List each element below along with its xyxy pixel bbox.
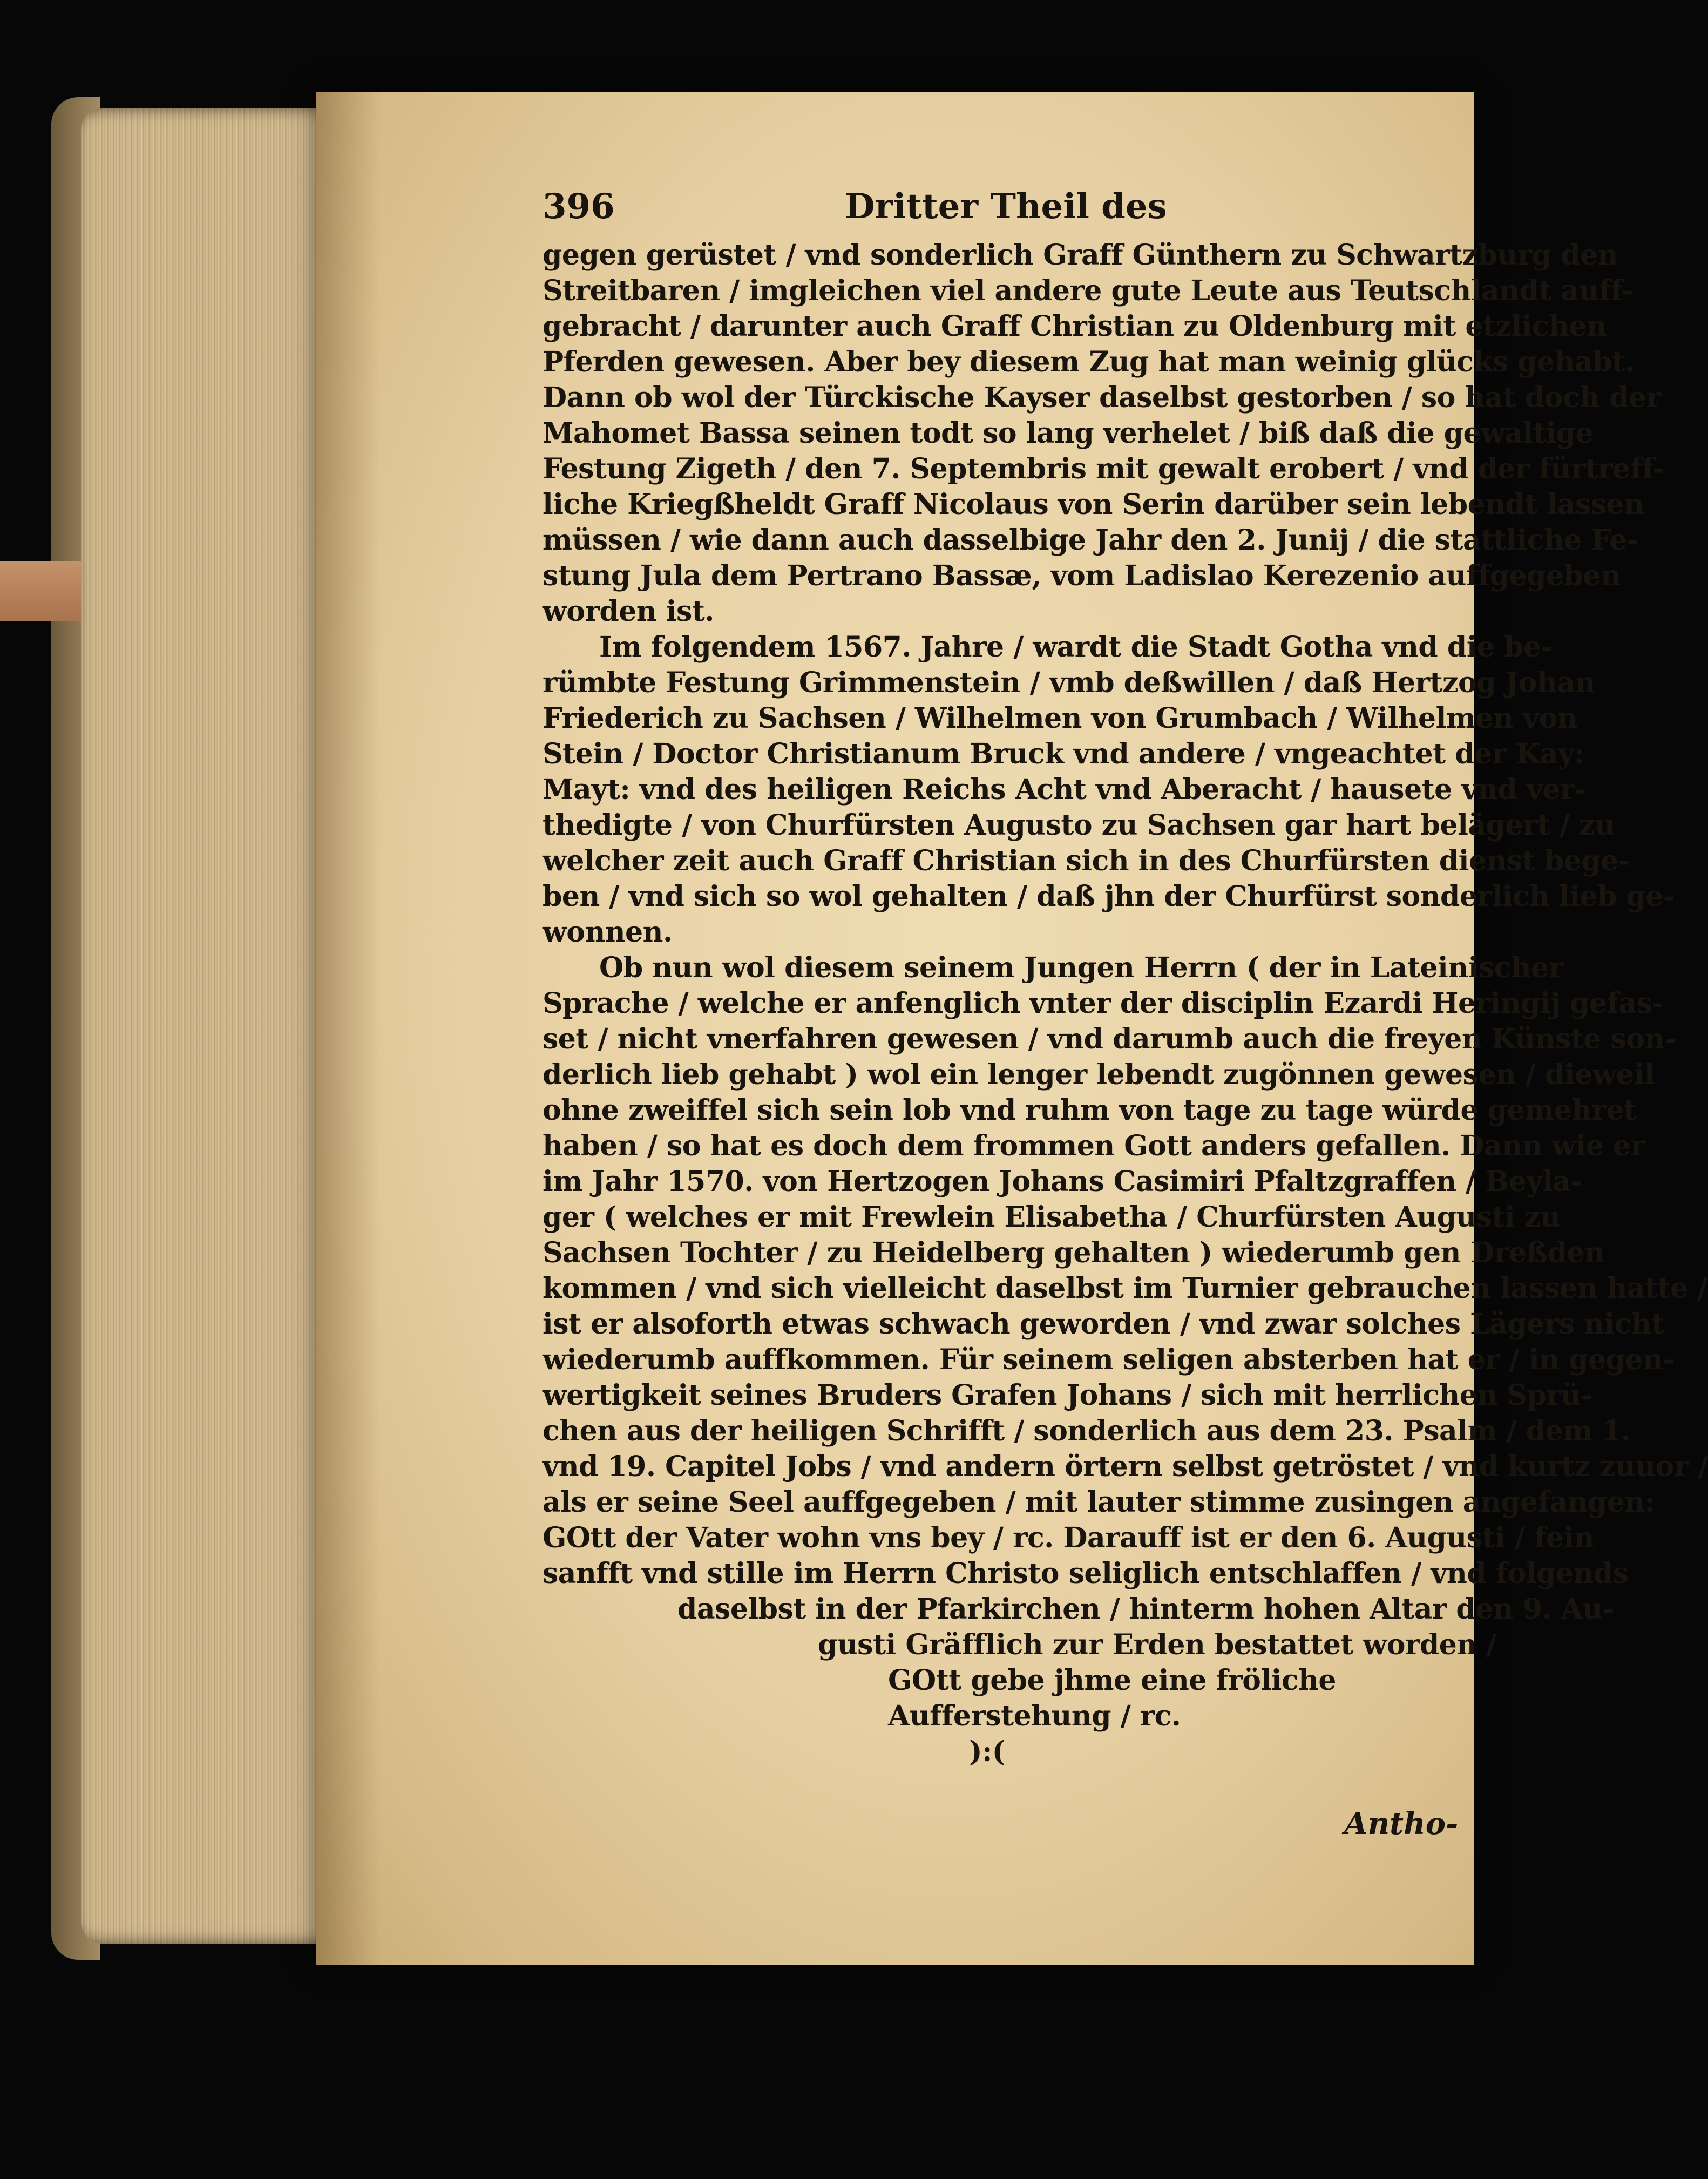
text-line: gebracht / darunter auch Graff Christian zu Oldenburg mit etzlichen [543, 310, 1607, 343]
text-line: im Jahr 1570. von Hertzogen Johans Casimiri Pfaltzgraffen / Beyla- [543, 1165, 1582, 1198]
text-line: kommen / vnd sich vielleicht daselbst im Turnier gebrauchen lassen hatte / [543, 1272, 1707, 1305]
text-line: wertigkeit seines Bruders Grafen Johans / sich mit herrlichen Sprü- [543, 1379, 1592, 1412]
text-line: Dann ob wol der Türckische Kayser daselbst gestorben / so hat doch der [543, 381, 1661, 414]
text-line: Mayt: vnd des heiligen Reichs Acht vnd Aberacht / hausete vnd ver- [543, 773, 1587, 806]
text-line: liche Kriegßheldt Graff Nicolaus von Serin darüber sein lebendt lassen [543, 488, 1644, 521]
text-line: als er seine Seel auffgegeben / mit lauter stimme zusingen angefangen: [543, 1486, 1655, 1519]
page-header [543, 186, 1455, 238]
text-line: thedigte / von Churfürsten Augusto zu Sachsen gar hart belägert / zu [543, 809, 1615, 842]
text-line: chen aus der heiligen Schrifft / sonderlich aus dem 23. Psalm / dem 1. [543, 1415, 1631, 1447]
bookmark-ribbon [0, 561, 81, 621]
text-line: sanfft vnd stille im Herrn Christo seliglich entschlaffen / vnd folgends [543, 1557, 1629, 1590]
text-line: Im folgendem 1567. Jahre / wardt die Stadt Gotha vnd die be- [599, 631, 1553, 664]
text-line: GOtt der Vater wohn vns bey / rc. Darauff ist er den 6. Augusti / fein [543, 1521, 1594, 1554]
running-head: Dritter Theil des [845, 186, 1167, 227]
text-line: ohne zweiffel sich sein lob vnd ruhm von tage zu tage würde gemehret [543, 1094, 1637, 1127]
text-line: Aufferstehung / rc. [888, 1700, 1181, 1733]
text-line: vnd 19. Capitel Jobs / vnd andern örtern selbst getröstet / vnd kurtz zuuor / [543, 1450, 1708, 1483]
text-line: ben / vnd sich so wol gehalten / daß jhn der Churfürst sonderlich lieb ge- [543, 880, 1675, 913]
text-line: worden ist. [543, 595, 714, 628]
text-line: haben / so hat es doch dem frommen Gott anders gefallen. Dann wie er [543, 1129, 1645, 1162]
text-line: set / nicht vnerfahren gewesen / vnd darumb auch die freyen Künste son- [543, 1023, 1676, 1055]
text-line: welcher zeit auch Graff Christian sich in des Churfürsten dienst bege- [543, 844, 1630, 877]
gutter-shadow [316, 92, 381, 1965]
text-line: Festung Zigeth / den 7. Septembris mit gewalt erobert / vnd der fürtreff- [543, 452, 1664, 485]
text-line: Streitbaren / imgleichen viel andere gute Leute aus Teutschlandt auff- [543, 274, 1633, 307]
text-line: Mahomet Bassa seinen todt so lang verhelet / biß daß die gewaltige [543, 417, 1594, 450]
text-line: derlich lieb gehabt ) wol ein lenger lebendt zugönnen gewesen / dieweil [543, 1058, 1655, 1091]
text-line: Pferden gewesen. Aber bey diesem Zug hat man weinig glücks gehabt. [543, 346, 1635, 378]
text-line: Sachsen Tochter / zu Heidelberg gehalten ) wiederumb gen Dreßden [543, 1236, 1605, 1269]
catchword: Antho- [1344, 1806, 1459, 1842]
text-line: Stein / Doctor Christianum Bruck vnd andere / vngeachtet der Kay: [543, 737, 1584, 770]
closing-lines [543, 1556, 1629, 1770]
paragraph-3 [543, 950, 1708, 1556]
text-line: GOtt gebe jhme eine fröliche [888, 1664, 1337, 1697]
text-line: stung Jula dem Pertrano Bassæ, vom Ladislao Kerezenio auffgegeben [543, 559, 1621, 592]
text-line: daselbst in der Pfarkirchen / hinterm hohen Altar den 9. Au- [677, 1593, 1614, 1626]
page-text-block [543, 186, 1708, 1770]
end-ornament: ):( [969, 1735, 1005, 1768]
text-line: ist er alsoforth etwas schwach geworden / vnd zwar solches Lägers nicht [543, 1308, 1664, 1341]
text-line: müssen / wie dann auch dasselbige Jahr den 2. Junij / die stattliche Fe- [543, 524, 1638, 557]
text-line: Sprache / welche er anfenglich vnter der disciplin Ezardi Heringij gefas- [543, 987, 1664, 1020]
text-line: wonnen. [543, 916, 673, 949]
paragraph-2 [543, 630, 1675, 950]
text-line: Friederich zu Sachsen / Wilhelmen von Grumbach / Wilhelmen von [543, 702, 1578, 735]
text-line: gusti Gräfflich zur Erden bestattet worden / [818, 1628, 1496, 1661]
text-line: rümbte Festung Grimmenstein / vmb deßwillen / daß Hertzog Johan [543, 666, 1595, 699]
page-fore-edge-stack [81, 108, 340, 1944]
text-line: ger ( welches er mit Frewlein Elisabetha / Churfürsten Augusti zu [543, 1201, 1561, 1234]
text-line: Ob nun wol diesem seinem Jungen Herrn ( der in Lateinischer [599, 951, 1563, 984]
text-line: gegen gerüstet / vnd sonderlich Graff Günthern zu Schwartzburg den [543, 239, 1618, 272]
page-number: 396 [543, 186, 615, 227]
text-line: wiederumb auffkommen. Für seinem seligen absterben hat er / in gegen- [543, 1343, 1675, 1376]
paragraph-1 [543, 238, 1664, 630]
